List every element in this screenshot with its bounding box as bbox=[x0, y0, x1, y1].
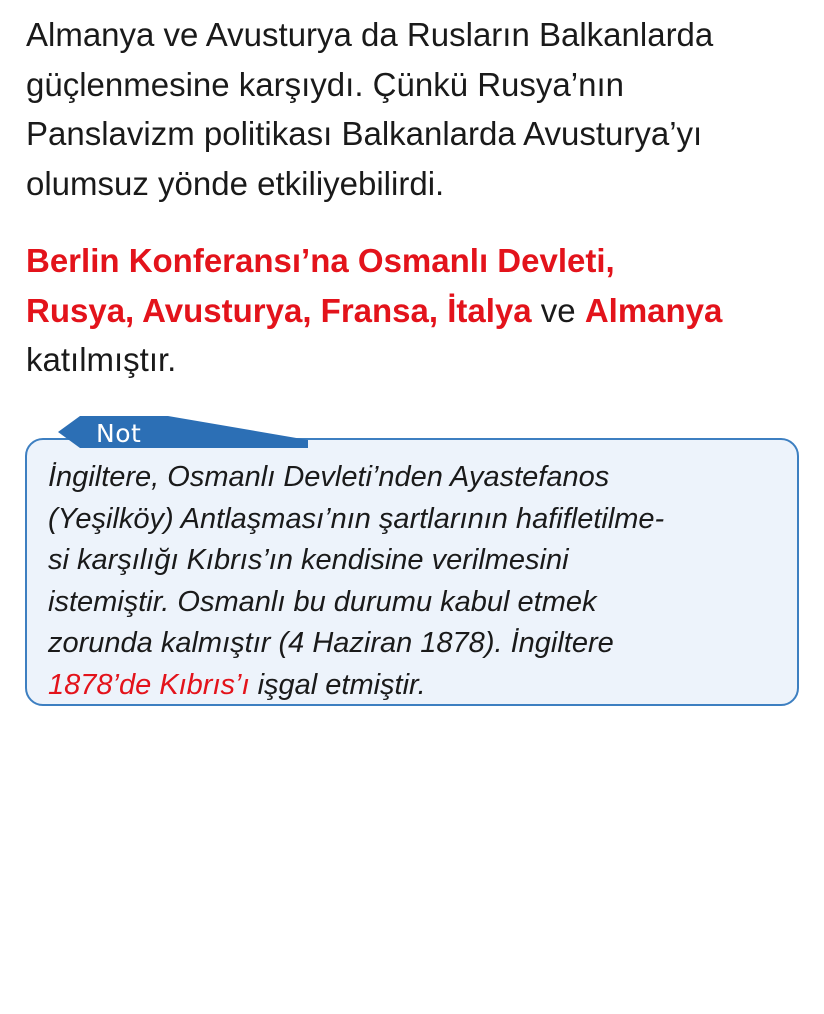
conference-line-3: katılmıştır. bbox=[26, 341, 177, 378]
note-highlight-cyprus: 1878’de Kıbrıs’ı bbox=[48, 668, 250, 701]
intro-line-3: Panslavizm politikası Balkanlarda Avusturya’yı bbox=[26, 115, 703, 152]
intro-line-2: güçlenmesine karşıydı. Çünkü Rusya’nın bbox=[26, 65, 624, 103]
note-line-5: zorunda kalmıştır (4 Haziran 1878). İngiltere bbox=[48, 627, 614, 659]
conference-line-1: Berlin Konferansı’na Osmanlı Devleti, bbox=[26, 242, 615, 279]
conference-connector: ve bbox=[531, 291, 585, 329]
conference-participants: Rusya, Avusturya, Fransa, İtalya bbox=[26, 291, 532, 329]
conference-participant-germany: Almanya bbox=[584, 291, 723, 329]
note-line-1: İngiltere, Osmanlı Devleti’nden Ayastefanos bbox=[48, 461, 610, 493]
note-text bbox=[48, 457, 798, 706]
intro-line-1: Almanya ve Avusturya da Rusların Balkanlarda bbox=[26, 16, 714, 53]
note-line-3: si karşılığı Kıbrıs’ın kendisine verilmesini bbox=[48, 544, 569, 576]
note-line-4: istemiştir. Osmanlı bu durumu kabul etmek bbox=[48, 585, 597, 618]
conference-paragraph bbox=[26, 236, 816, 385]
conference-line-2 bbox=[26, 286, 816, 336]
note-label: Not bbox=[96, 419, 142, 448]
intro-line-4: olumsuz yönde etkiliyebilirdi. bbox=[26, 164, 445, 202]
note-line-6 bbox=[48, 665, 798, 707]
intro-paragraph bbox=[26, 10, 816, 208]
note-line-6-rest: işgal etmiştir. bbox=[249, 668, 426, 701]
note-line-2: (Yeşilköy) Antlaşması’nın şartlarının hafifletilme- bbox=[48, 502, 665, 535]
